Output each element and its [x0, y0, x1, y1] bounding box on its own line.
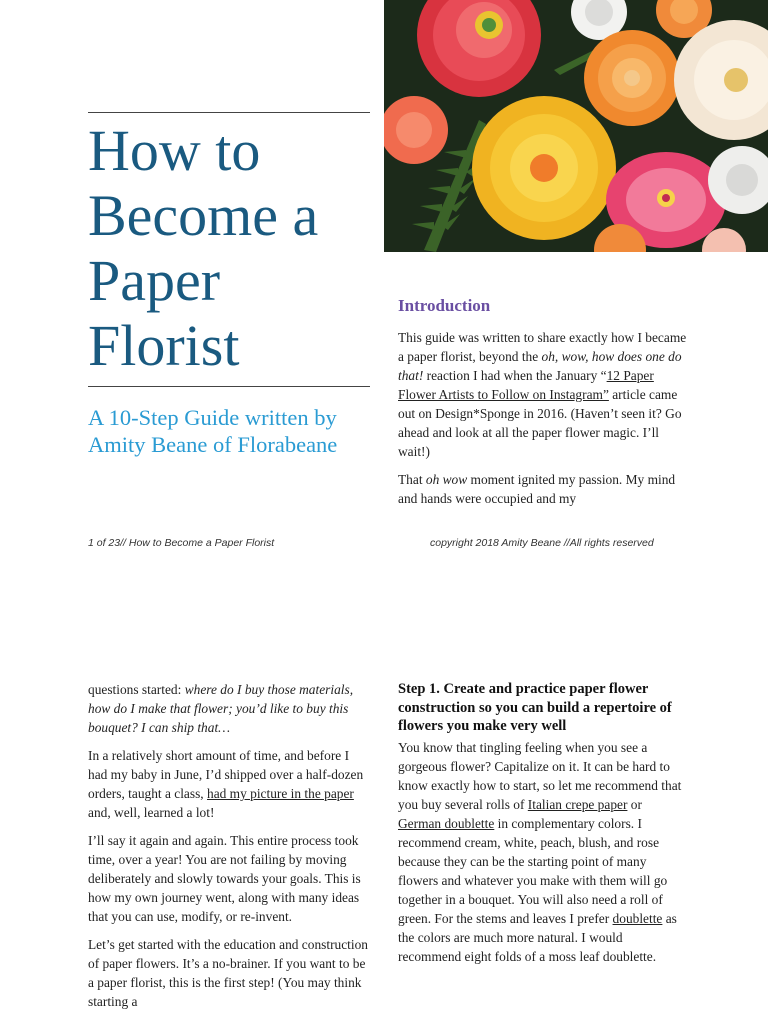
introduction-heading: Introduction [398, 296, 491, 315]
intro-p1-text-c: article came out on Design*Sponge in 2016. (Haven’t seen it? Go ahead and look at all the paper flower magic. I’ll wait!) [398, 387, 682, 459]
p2-paragraph-3: I’ll say it again and again. This entire process took time, over a year! You are not failing by moving deliberately and slowly towards your goals. This is how my own journey went, along with many ideas that you can use, modify, or re-invent. [88, 833, 361, 924]
paper-flowers-illustration [384, 0, 768, 252]
step1-text-c: in complementary colors. I recommend cream, white, peach, blush, and rose because they can be the starting point of many flowers and whatever you make with them will go together in a bouquet. You will also need a roll of green. For the stems and leaves I prefer [398, 815, 668, 926]
step1-text-a: You know that tingling feeling when you see a gorgeous flower? Capitalize on it. It can be hard to know exactly how to start, so let me recommend that you buy several rolls of [398, 739, 682, 812]
intro-p1-emphasis: oh, wow, how does one do that! [398, 349, 682, 383]
intro-paragraph-2 [398, 470, 688, 508]
german-doublette-link[interactable]: German doublette [398, 815, 495, 831]
introduction-text [398, 328, 688, 517]
page-2-left-column [88, 680, 370, 1020]
intro-p1-text-a: This guide was written to share exactly how I became a paper florist, beyond the [398, 330, 687, 364]
intro-paragraph-1 [398, 328, 688, 461]
picture-in-paper-link[interactable]: had my picture in the paper [207, 786, 354, 801]
orange-ranunculus [584, 30, 680, 126]
step-1-paragraph [398, 738, 683, 966]
title-bottom-rule [88, 386, 370, 387]
step1-text-d: as the colors are much more natural. I would recommend eight folds of a moss leaf doublette. [398, 910, 677, 964]
title-top-rule [88, 112, 370, 113]
italian-crepe-paper-link[interactable]: Italian crepe paper [527, 796, 628, 812]
p2-paragraph-1 [88, 680, 370, 737]
step-1-heading: Step 1. Create and practice paper flower construction so you can build a repertoire of flowers you make very well [398, 681, 672, 734]
page-footer-left: 1 of 23// How to Become a Paper Florist [88, 537, 275, 549]
yellow-peony [472, 96, 616, 240]
document-title: How to Become a Paper Florist [88, 118, 319, 378]
intro-p1-text-b: reaction I had when the January “ [423, 368, 607, 383]
article-link[interactable]: 12 Paper Flower Artists to Follow on Instagram” [398, 368, 654, 402]
intro-p2-text-b: moment ignited my passion. My mind and hands were occupied and my [398, 472, 676, 506]
p2-p2-text-b: and, well, learned a lot! [88, 805, 215, 820]
page-2-right-column [398, 680, 683, 975]
page-2 [0, 660, 768, 1024]
page-footer-right: copyright 2018 Amity Beane //All rights reserved [430, 537, 654, 549]
intro-p2-emphasis: oh wow [425, 472, 468, 487]
p2-paragraph-4: Let’s get started with the education and construction of paper flowers. It’s a no-brainer. If you want to be a paper florist, this is the first step! (You may think starting a [88, 937, 369, 1009]
p2-p1-text: questions started: [88, 682, 185, 697]
hero-image [384, 0, 768, 252]
document-subtitle: A 10-Step Guide written by Amity Beane of Florabeane [88, 405, 338, 457]
p2-p2-text-a: In a relatively short amount of time, and before I had my baby in June, I’d shipped over a half-dozen orders, taught a class, [88, 748, 364, 801]
p2-paragraph-2 [88, 746, 370, 822]
doublette-link[interactable]: doublette [612, 910, 663, 926]
intro-p2-text-a: That [398, 472, 426, 487]
p2-p1-emphasis: where do I buy those materials, how do I make that flower; you’d like to buy this bouquet? I can ship that… [88, 682, 354, 735]
step1-text-b: or [627, 796, 642, 812]
